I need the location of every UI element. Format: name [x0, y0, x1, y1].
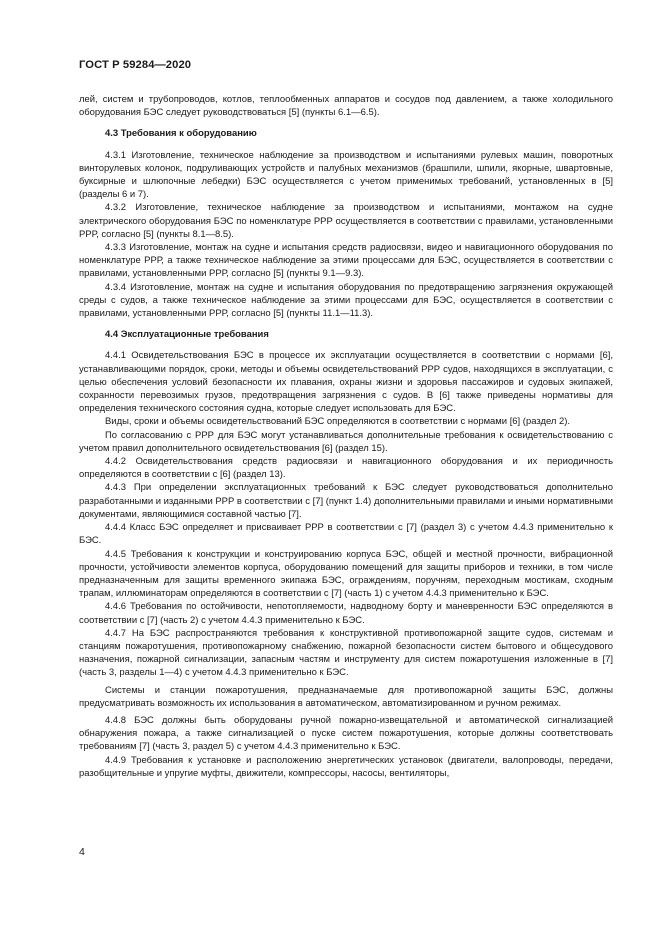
paragraph-4-4-4: 4.4.4 Класс БЭС определяет и присваивает РРР в соответствии с [7] (раздел 3) с учетом 4.4.3 применительно к БЭС. — [79, 522, 613, 547]
paragraph-4-4-3: 4.4.3 При определении эксплуатационных требований к БЭС следует руководствоваться дополнительно разработанными и изданными РРР в соответствии с [7] (пункт 1.4) дополнительными правилами и иными нормативными документами, являющимися составной частью [7]. — [79, 482, 613, 520]
paragraph-continuation: лей, систем и трубопроводов, котлов, теплообменных аппаратов и сосудов под давлением, а также холодильного оборудования БЭС следует руководствоваться [5] (пункты 6.1—6.5). — [79, 94, 613, 119]
paragraph-4-3-3: 4.3.3 Изготовление, монтаж на судне и испытания средств радиосвязи, видео и навигационного оборудования по номенклатуре РРР, а также техническое наблюдение за этими процессами для БЭС, осуществляется в соответствии с правилами, установленными РРР, согласно [5] (пункты 9.1—9.3). — [79, 242, 613, 280]
paragraph-4-4-6: 4.4.6 Требования по остойчивости, непотопляемости, надводному борту и маневренности БЭС определяются в соответствии с [7] (часть 2) с учетом 4.4.3 применительно к БЭС. — [79, 601, 613, 626]
paragraph-4-4-1-c: По согласованию с РРР для БЭС могут устанавливаться дополнительные требования к освидетельствованию с учетом правил дополнительного освидетельствования [6] (раздел 15). — [79, 429, 613, 454]
paragraph-4-4-5: 4.4.5 Требования к конструкции и конструированию корпуса БЭС, общей и местной прочности, вибрационной прочности, устойчивости элементов корпуса, оборудованию помещений для защиты приборов и техники, в том числе предназначенным для защиты временного экипажа БЭС, ограждениям, поручням, переходным мостикам, сходным трапам, иллюминаторам определяются в соответствии с [7] (часть 1) с учетом 4.4.3 применительно к БЭС. — [79, 548, 613, 600]
paragraph-4-4-7: 4.4.7 На БЭС распространяются требования к конструктивной противопожарной защите судов, системам и станциям пожаротушения, противопожарному снабжению, пожарной безопасности систем бытового и общесудового назначения, пожарной сигнализации, запасным частям и инструменту для систем пожаротушения изложенные в [7] (часть 3, разделы 1—4) с учетом 4.4.3 применительно к БЭС. — [79, 627, 613, 679]
paragraph-4-3-1: 4.3.1 Изготовление, техническое наблюдение за производством и испытаниями рулевых машин, поворотных винторулевых колонок, подруливающих устройств и палубных механизмов (брашпили, шпили, якорные, швартовные, буксирные и шлюпочные лебедки) БЭС осуществляется с учетом применимых требований, установленных в [5] (разделы 6 и 7). — [79, 149, 613, 201]
paragraph-4-4-2: 4.4.2 Освидетельствования средств радиосвязи и навигационного оборудования и их периодичность определяются в соответствии с [6] (раздел 13). — [79, 456, 613, 481]
paragraph-4-4-7-b: Системы и станции пожаротушения, предназначаемые для противопожарной защиты БЭС, должны предусматривать возможность их использования в автоматическом, автоматизированном и ручном режимах. — [79, 684, 613, 709]
paragraph-4-4-8: 4.4.8 БЭС должны быть оборудованы ручной пожарно-извещательной и автоматической сигнализацией обнаружения пожара, а также сигнализацией о пуске систем пожаротушения, которые должны соответствовать требованиям [7] (часть 3, раздел 5) с учетом 4.4.3 применительно к БЭС. — [79, 714, 613, 753]
paragraph-4-3-2: 4.3.2 Изготовление, техническое наблюдение за производством и испытаниями, монтажом на судне электрического оборудования БЭС по номенклатуре РРР осуществляется в соответствии с правилами, установленными РРР, согласно [5] (пункты 8.1—8.5). — [79, 202, 613, 240]
paragraph-4-4-1: 4.4.1 Освидетельствования БЭС в процессе их эксплуатации осуществляется в соответствии с нормами [6], устанавливающими порядок, сроки, методы и объемы освидетельствований РРР судов, находящихся в эксплуатации, с целью обеспечения условий безопасности их плавания, охраны жизни и здоровья пассажиров и судовых экипажей, сохранности перевозимых грузов, предотвращения загрязнения с судов. В [6] также приведены нормативы для определения технического состояния судна, которые следует использовать для БЭС. — [79, 350, 613, 415]
paragraph-4-4-9: 4.4.9 Требования к установке и расположению энергетических установок (двигатели, валопроводы, передачи, разобщительные и упругие муфты, движители, компрессоры, насосы, вентиляторы, — [79, 754, 613, 779]
paragraph-4-4-1-b: Виды, сроки и объемы освидетельствований БЭС определяются в соответствии с нормами [6] (раздел 2). — [105, 416, 571, 428]
page-number: 4 — [79, 846, 85, 858]
document-header: ГОСТ Р 59284—2020 — [79, 59, 192, 71]
section-heading-4-3: 4.3 Требования к оборудованию — [105, 128, 257, 140]
section-heading-4-4: 4.4 Эксплуатационные требования — [105, 329, 269, 341]
paragraph-4-3-4: 4.3.4 Изготовление, монтаж на судне и испытания оборудования по предотвращению загрязнения окружающей среды с судов, а также техническое наблюдение за этими процессами для БЭС, осуществляется в соответствии с правилами, установленными РРР, согласно [5] (пункты 11.1—11.3). — [79, 281, 613, 320]
document-body — [79, 93, 613, 780]
